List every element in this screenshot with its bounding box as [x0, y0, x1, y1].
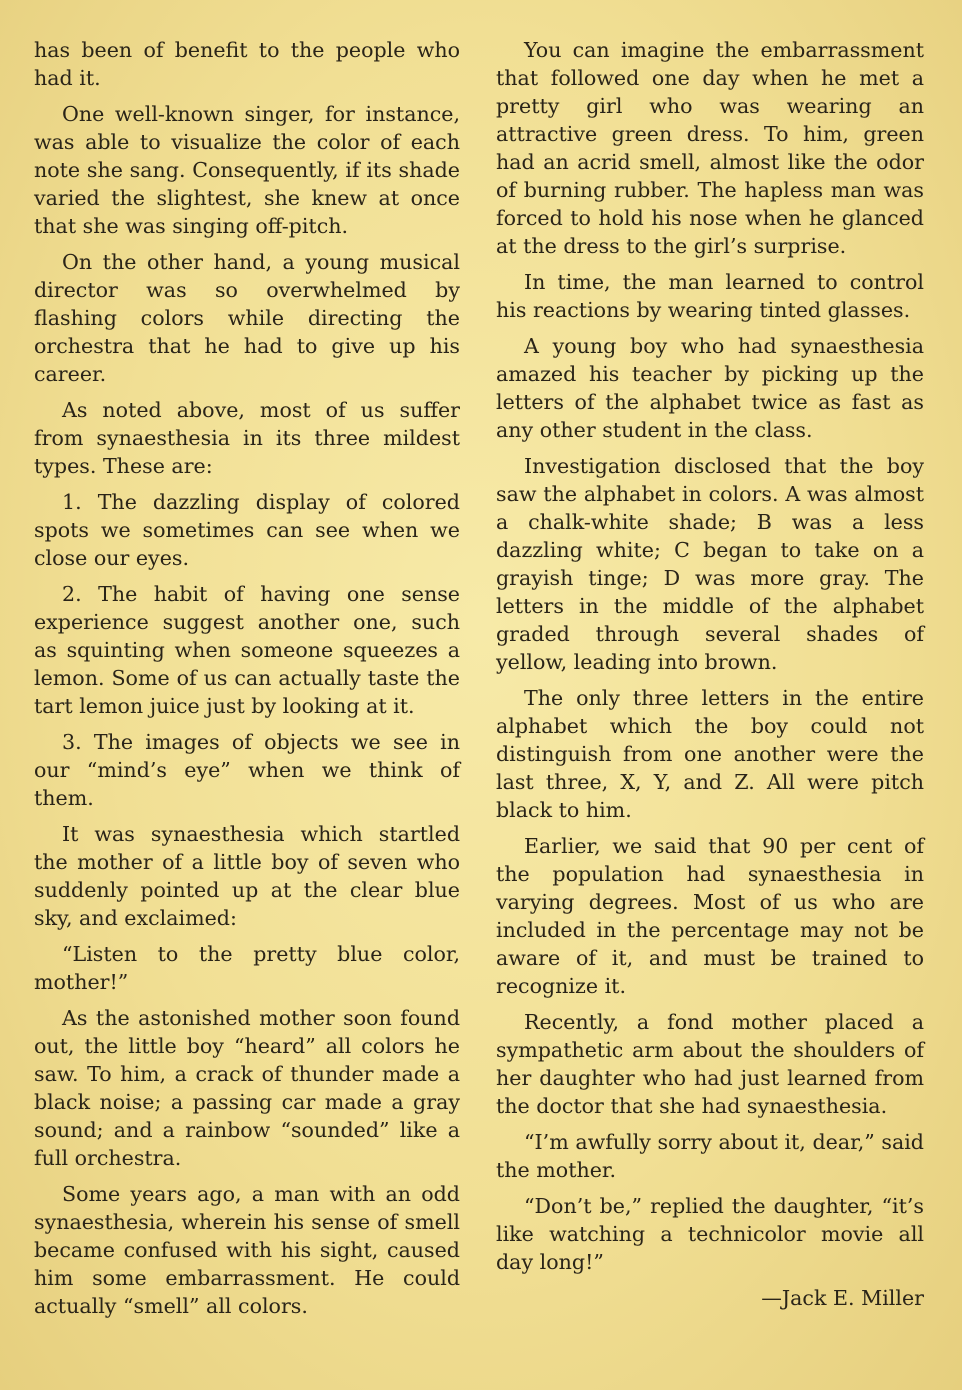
- paragraph: Some years ago, a man with an odd synaesthesia, wherein his sense of smell became confused with his sight, caused him some embarrassment. He could actually “smell” all colors.: [34, 1182, 460, 1318]
- paragraph: Earlier, we said that 90 per cent of the population had synaesthesia in varying degrees. Most of us who are included in the percentage may not be aware of it, and must be trained to recognize it.: [496, 834, 924, 998]
- quote-paragraph: “Don’t be,” replied the daughter, “it’s like watching a technicolor movie all day long!”: [496, 1194, 924, 1274]
- right-column: [496, 36, 924, 1320]
- list-item: 1. The dazzling display of colored spots we sometimes can see when we close our eyes.: [34, 490, 460, 570]
- paragraph: You can imagine the embarrassment that followed one day when he met a pretty girl who was wearing an attractive green dress. To him, green had an acrid smell, almost like the odor of burning rubber. The hapless man was forced to hold his nose when he glanced at the dress to the girl’s surprise.: [496, 38, 924, 258]
- list-item: 2. The habit of having one sense experience suggest another one, such as squinting when someone squeezes a lemon. Some of us can actually taste the tart lemon juice just by looking at it.: [34, 582, 460, 718]
- paragraph: As the astonished mother soon found out, the little boy “heard” all colors he saw. To him, a crack of thunder made a black noise; a passing car made a gray sound; and a rainbow “sounded” like a full orchestra.: [34, 1006, 460, 1170]
- paragraph: On the other hand, a young musical director was so overwhelmed by flashing colors while directing the orchestra that he had to give up his career.: [34, 250, 460, 386]
- author-byline: —Jack E. Miller: [761, 1286, 924, 1310]
- paragraph: has been of benefit to the people who had it.: [34, 38, 460, 90]
- paragraph: The only three letters in the entire alphabet which the boy could not distinguish from one another were the last three, X, Y, and Z. All were pitch black to him.: [496, 686, 924, 822]
- paragraph: A young boy who had synaesthesia amazed his teacher by picking up the letters of the alphabet twice as fast as any other student in the class.: [496, 334, 924, 442]
- paragraph: One well-known singer, for instance, was able to visualize the color of each note she sang. Consequently, if its shade varied the slightest, she knew at once that she was singing off-pitch.: [34, 102, 460, 238]
- paragraph: Recently, a fond mother placed a sympathetic arm about the shoulders of her daughter who had just learned from the doctor that she had synaesthesia.: [496, 1010, 924, 1118]
- paragraph: In time, the man learned to control his reactions by wearing tinted glasses.: [496, 270, 924, 322]
- quote-paragraph: “Listen to the pretty blue color, mother!”: [34, 942, 460, 994]
- paragraph: Investigation disclosed that the boy saw the alphabet in colors. A was almost a chalk-white shade; B was a less dazzling white; C began to take on a grayish tinge; D was more gray. The letters in the middle of the alphabet graded through several shades of yellow, leading into brown.: [496, 454, 924, 674]
- paragraph: It was synaesthesia which startled the mother of a little boy of seven who suddenly pointed up at the clear blue sky, and exclaimed:: [34, 822, 460, 930]
- list-item: 3. The images of objects we see in our “mind’s eye” when we think of them.: [34, 730, 460, 810]
- left-column: [34, 36, 460, 1328]
- quote-paragraph: “I’m awfully sorry about it, dear,” said the mother.: [496, 1130, 924, 1182]
- paragraph: As noted above, most of us suffer from synaesthesia in its three mildest types. These are:: [34, 398, 460, 478]
